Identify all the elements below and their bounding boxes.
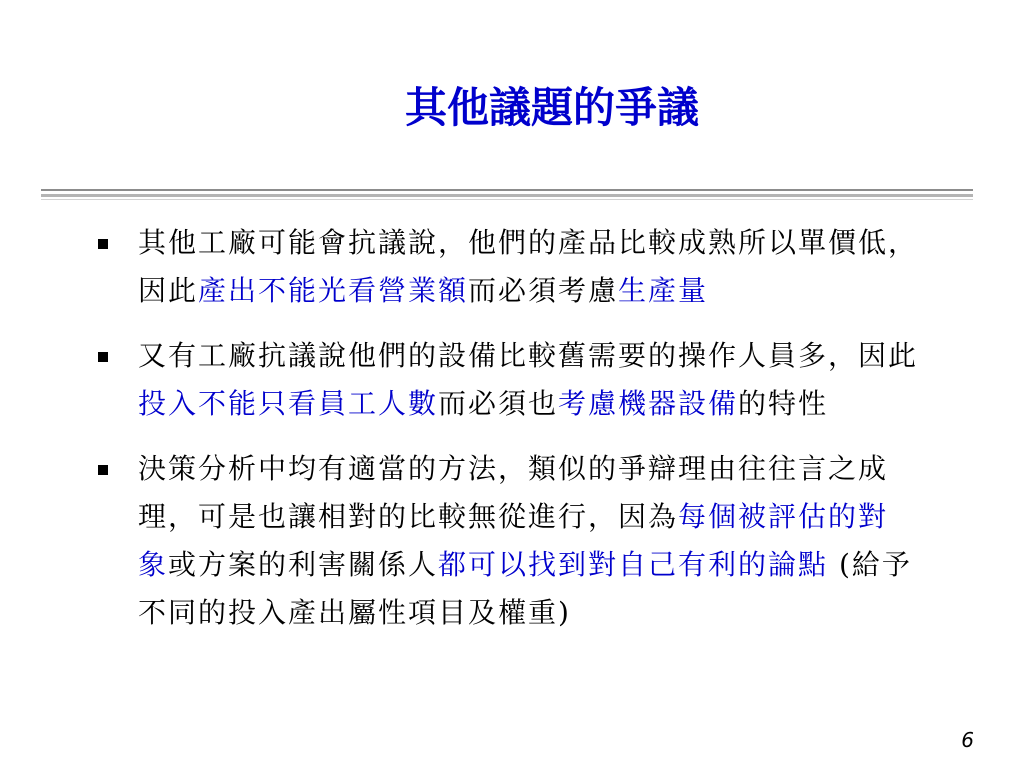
highlighted-text: 都可以找到對自己有利的論點 [438,548,829,581]
highlighted-text: 生產量 [618,274,709,307]
square-bullet-icon [98,352,108,362]
text-segment: 的特性 [738,387,829,420]
bullet-text [138,226,918,307]
title-divider-light [41,199,973,200]
bullet-text [138,339,918,420]
text-segment: 而必須也 [438,387,559,420]
text-segment: 又有工廠抗議說他們的設備比較舊需要的操作人員多，因此 [138,339,919,372]
text-segment: 或方案的利害關係人 [168,548,439,581]
page-number: 6 [961,728,974,752]
highlighted-text: 產出不能光看營業額 [198,274,469,307]
highlighted-text: 考慮機器設備 [558,387,739,420]
square-bullet-icon [98,465,108,475]
bullet-item-3 [98,445,918,637]
slide-title: 其他議題的爭議 [404,83,699,132]
text-segment: 決策分析中均有適當的方法，類似的爭辯理由往往言之成理，可是也讓相對的比較無從進行，因為 [138,452,889,533]
highlighted-text: 每個被評估的對象 [138,500,889,581]
bullet-item-1 [98,219,918,315]
highlighted-text: 投入不能只看員工人數 [138,387,439,420]
text-segment: 其他工廠可能會抗議說，他們的產品比較成熟所以單價低，因此 [138,226,919,307]
title-divider [41,189,973,191]
text-segment: 而必須考慮 [468,274,619,307]
square-bullet-icon [98,239,108,249]
title-divider-shadow [41,194,973,197]
bullet-list [98,219,918,654]
text-segment: (給予不同的投入產出屬性項目及權重) [138,548,912,629]
bullet-text [138,452,912,629]
bullet-item-2 [98,332,918,428]
